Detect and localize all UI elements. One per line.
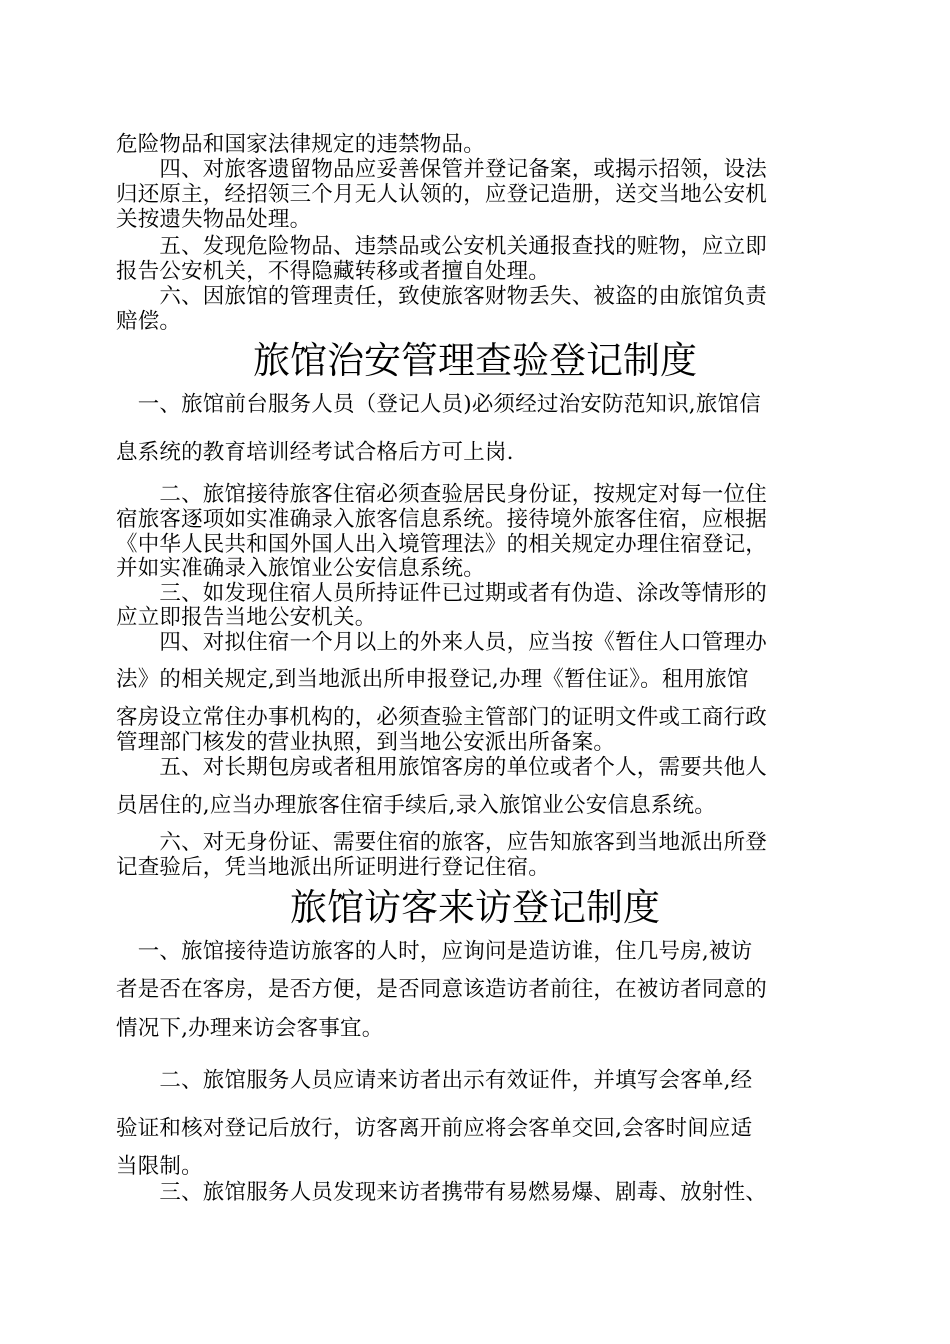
- text-line: 五、发现危险物品、违禁品或公安机关通报查找的赃物，应立即: [116, 234, 768, 259]
- text-line: 归还原主，经招领三个月无人认领的，应登记造册，送交当地公安机: [116, 182, 768, 207]
- text-line: 报告公安机关，不得隐藏转移或者擅自处理。: [116, 259, 551, 284]
- text-line: 息系统的教育培训经考试合格后方可上岗.: [116, 440, 514, 465]
- section-title: 旅馆治安管理查验登记制度: [253, 339, 697, 382]
- section-title: 旅馆访客来访登记制度: [290, 886, 660, 929]
- text-line: 并如实准确录入旅馆业公安信息系统。: [116, 556, 485, 581]
- text-line: 五、对长期包房或者租用旅馆客房的单位或者个人，需要共他人: [116, 755, 768, 780]
- text-line: 二、旅馆服务人员应请来访者出示有效证件，并填写会客单,经: [116, 1068, 753, 1093]
- text-line: 四、对旅客遗留物品应妥善保管并登记备案，或揭示招领，设法: [116, 157, 768, 182]
- text-line: 应立即报告当地公安机关。: [116, 605, 377, 630]
- text-line: 客房设立常住办事机构的，必须查验主管部门的证明文件或工商行政: [116, 705, 768, 730]
- text-line: 六、对无身份证、需要住宿的旅客，应告知旅客到当地派出所登: [116, 830, 768, 855]
- text-line: 二、旅馆接待旅客住宿必须查验居民身份证，按规定对每一位住: [116, 482, 768, 507]
- text-line: 验证和核对登记后放行，访客离开前应将会客单交回,会客时间应适: [116, 1116, 753, 1141]
- text-line: 关按遗失物品处理。: [116, 207, 312, 232]
- text-line: 一、旅馆接待造访旅客的人时，应询问是造访谁，住几号房,被访: [116, 939, 753, 964]
- text-line: 四、对拟住宿一个月以上的外来人员，应当按《暂住人口管理办: [116, 630, 768, 655]
- text-line: 情况下,办理来访会客事宜。: [116, 1016, 384, 1041]
- text-line: 六、因旅馆的管理责任，致使旅客财物丢失、被盗的由旅馆负责: [116, 284, 768, 309]
- text-line: 三、如发现住宿人员所持证件已过期或者有伪造、涂改等情形的: [116, 581, 768, 606]
- text-line: 危险物品和国家法律规定的违禁物品。: [116, 132, 485, 157]
- text-line: 员居住的,应当办理旅客住宿手续后,录入旅馆业公安信息系统。: [116, 793, 716, 818]
- text-line: 当限制。: [116, 1154, 203, 1179]
- text-line: 者是否在客房，是否方便，是否同意该造访者前往，在被访者同意的: [116, 977, 768, 1002]
- text-line: 记查验后，凭当地派出所证明进行登记住宿。: [116, 855, 551, 880]
- text-line: 《中华人民共和国外国人出入境管理法》的相关规定办理住宿登记，: [116, 532, 768, 557]
- text-line: 管理部门核发的营业执照，到当地公安派出所备案。: [116, 730, 616, 755]
- text-line: 一、旅馆前台服务人员（登记人员)必须经过治安防范知识,旅馆信: [116, 392, 761, 417]
- text-line: 宿旅客逐项如实准确录入旅客信息系统。接待境外旅客住宿，应根据: [116, 507, 768, 532]
- text-line: 法》的相关规定,到当地派出所申报登记,办理《暂住证》。租用旅馆: [116, 667, 749, 692]
- text-line: 赔偿。: [116, 309, 182, 334]
- text-line: 三、旅馆服务人员发现来访者携带有易燃易爆、剧毒、放射性、: [116, 1180, 768, 1205]
